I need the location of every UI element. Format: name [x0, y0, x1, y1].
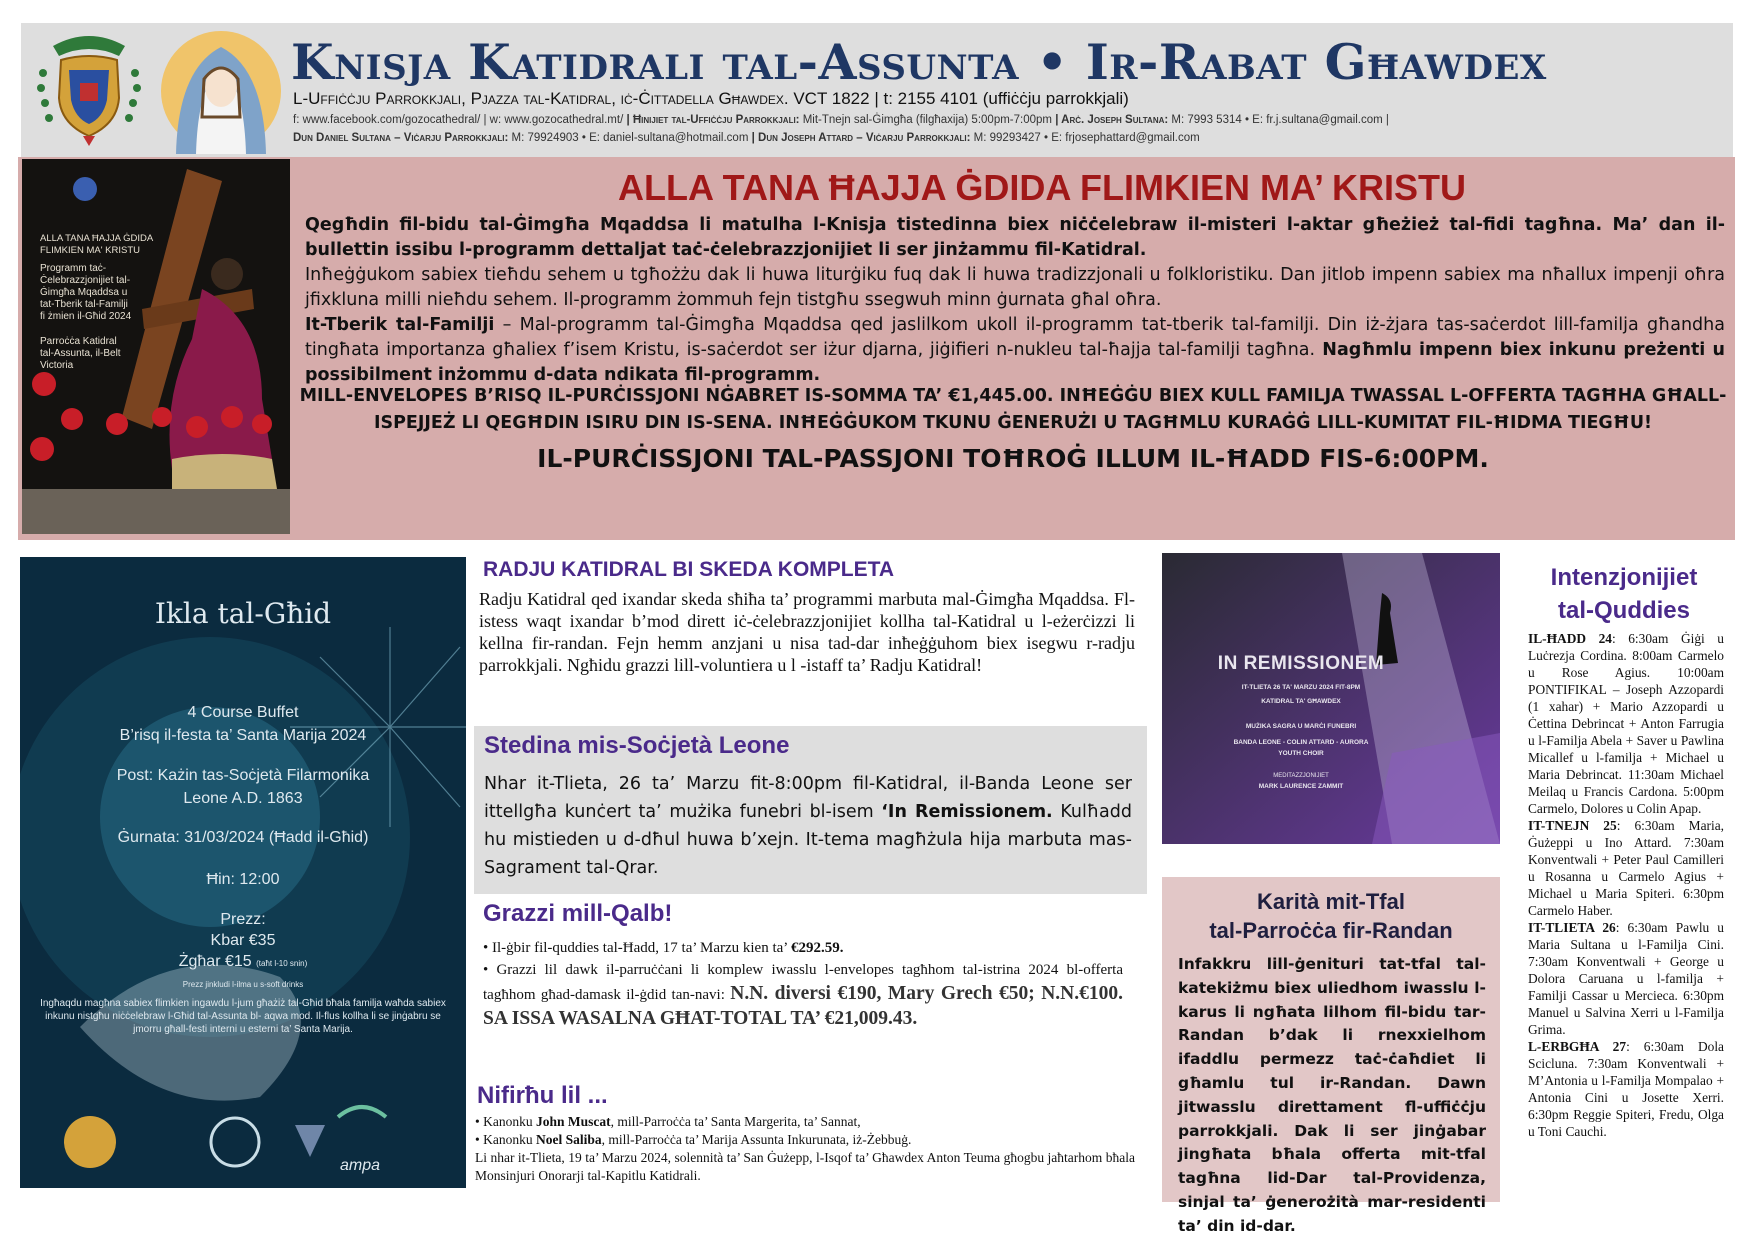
nifirhu-line-2-a: • Kanonku [475, 1132, 536, 1147]
stedina-body [484, 770, 1132, 882]
intentions-day-text: : 6:30am Maria, Ġużeppi u Ino Attard. 7:30am Konventwali + Peter Paul Camilleri u Rosanna u Carmelo Agius + Michael u Maria Spiteri. 6:30pm Carmelo Haber. [1528, 818, 1724, 918]
radju-body: Radju Katidral qed ixandar skeda sħiħa ta’ programmi marbuta mal-Ġimgħa Mqaddsa. Fl-istess waqt ixandar b’mod dirett iċ-ċelebrazzjonijiet kollha tal-Katidral u l-eżerċizzi li kellna fir-randan. Fejn hemm anzjani u nisa tad-dar inħeġġuhom biex isegwu r-radju parrokkjali. Ngħidu grazzi lill-voluntiera u l -istaff ta’ Radju Katidral! [479, 589, 1135, 675]
grazzi-title: Grazzi mill-Qalb! [483, 900, 673, 927]
poster-subtitle: Programm taċ-Ċelebrazzjonijiet tal-Ġimgħa Mqaddsa u tat-Tberik tal-Familji fi żmien il-Għid 2024 [40, 263, 132, 322]
parish-title: Knisja Katidrali tal-Assunta • Ir-Rabat Għawdex [291, 33, 1547, 91]
grazzi-item-1 [483, 937, 1123, 959]
intentions-title [1514, 561, 1734, 627]
contact-line-2 [293, 132, 1200, 144]
karita-title-line-2: tal-Parroċċa fir-Randan [1209, 918, 1453, 943]
parish-address-line [293, 89, 1129, 109]
poster-price-child-note: (taħt l-10 snin) [256, 959, 308, 968]
banner-title: ALLA TANA ĦAJJA ĠDIDA FLIMKIEN MA’ KRISTU [618, 167, 1466, 208]
office-hours: Mit-Tnejn sal-Ġimgħa (filgħaxija) 5:00pm-7:00pm [802, 114, 1052, 126]
vicar-joseph-label: | Dun Joseph Attard – Viċarju Parrokkjali: [751, 132, 971, 144]
poster-footer: Ingħaqdu magħna sabiex flimkien ingawdu l-jum għażiż tal-Għid bħala familja waħda sabiex inkunu nistgħu niċċelebraw l-Għid tal-Assunta bl- aqwa mod. Il-flus kollha li se jinġabru se jmorru għall-festi interni u esterni ta’ Santa Marija. [40, 998, 446, 1035]
poster-title: ALLA TANA ĦAJJA ĠDIDA FLIMKIEN MA' KRISTU [40, 233, 153, 256]
intentions-day-label: IT-TLIETA 26 [1528, 920, 1616, 935]
nifirhu-line-1-c: , mill-Parroċċa ta’ Santa Margerita, ta’ Sannat, [610, 1114, 861, 1129]
nifirhu-line-1-a: • Kanonku [475, 1114, 536, 1129]
vicar-daniel-label: Dun Daniel Sultana – Viċarju Parrokkjali: [293, 132, 509, 144]
karita-section [1162, 877, 1500, 1235]
poster-parish: Parroċċa Katidral tal-Assunta, il-Belt Victoria [40, 336, 121, 371]
family-blessing-body: – Mal-programm tal-Ġimgħa Mqaddsa qed jaslilkom ukoll il-programm tat-tberik tal-familji. Din iż-żjara tas-saċerdot lill-familja għandha tingħata importanza għaliex f’isem Kristu, is-saċerdot ser iżur djarna, jiġifieri n-nukleu tal-ħajja tal-familji tagħna. [305, 315, 1725, 360]
intentions-day-label: IL-ĦADD 24 [1528, 631, 1612, 646]
banner-intro-text: Qegħdin fil-bidu tal-Ġimgħa Mqaddsa li matulha l-Knisja tistedinna biex niċċelebraw il-misteri l-aktar għeżież tal-fidi tagħna. Ma’ dan il-bullettin issibu l-programm dettaljat taċ-ċelebrazzjonijiet li ser jinżammu fil-Katidral. [305, 215, 1725, 260]
intentions-day-label: IT-TNEJN 25 [1528, 818, 1617, 833]
grazzi-item-1-text: • Il-ġbir fil-quddies tal-Ħadd, 17 ta’ Marzu kien ta’ [483, 940, 791, 956]
contact-line-1 [293, 114, 1389, 126]
easter-lunch-poster [20, 557, 466, 1188]
poster-ikla-title: Ikla tal-Għid [154, 597, 332, 630]
banner-intro [305, 213, 1725, 263]
parish-address: L-Uffiċċju Parrokkjali, Pjazza tal-Katidral, iċ-Ċittadella Għawdex. VCT 1822 [293, 89, 870, 108]
grazzi-item-2 [483, 958, 1123, 1032]
rem-title: IN REMISSIONEM [1217, 653, 1385, 674]
rem-choir: YOUTH CHOIR [1278, 750, 1324, 757]
poster-includes: Prezz jinkludi l-ilma u s-soft drinks [182, 980, 304, 989]
in-remissionem-poster [1162, 553, 1500, 844]
intentions-day-text: : 6:30am Ġiġi u Luċrezja Cordina. 8:00am Carmelo u Rose Agius. 10:00am PONTIFIKAL – Joseph Azzopardi (1 xahar) + Mario Azzopardi u Ċettina Debrincat + Anton Farrugia u l-Familja Abela + Saver u Pawlina Micallef u l-familja + Michael u Maria Debrincat. 11:30am Michael Meilaq u Francis Cardona. 5:00pm Carmelo, Dolores u Colin Apap. [1528, 631, 1724, 816]
rem-music: MUŻIKA SAGRA U MARĊI FUNEBRI [1245, 723, 1357, 730]
poster-price-adult: Kbar €35 [210, 932, 276, 949]
poster-risq: B’risq il-festa ta’ Santa Marija 2024 [119, 727, 367, 744]
nifirhu-line-2-c: , mill-Parroċċa ta’ Marija Assunta Inkurunata, iż-Żebbuġ. [601, 1132, 912, 1147]
poster-post-name: Leone A.D. 1863 [183, 790, 303, 807]
intentions-day-label: L-ERBGĦA 27 [1528, 1039, 1627, 1054]
intentions-day-text: : 6:30am Pawlu u Maria Sultana u l-Familja Cini. 7:30am Konventwali + George u Dolora Caruana u l-familja + Familji Cassar u Mercieca. 6:30pm Manuel u Salvina Xerri u l-Familja Grima. [1528, 920, 1724, 1037]
rem-place: KATIDRAL TA' GĦAWDEX [1261, 698, 1341, 705]
radju-title: RADJU KATIDRAL BI SKEDA KOMPLETA [483, 558, 895, 581]
header [21, 23, 1733, 157]
parish-phone: | t: 2155 4101 (uffiċċju parrokkjali) [874, 89, 1129, 108]
office-hours-label: | Ħinijiet tal-Uffiċċju Parrokkjali: [626, 114, 800, 126]
poster-price-label: Prezz: [220, 911, 266, 928]
archpriest-label: | Arċ. Joseph Sultana: [1055, 114, 1169, 126]
rem-date: IT-TLIETA 26 TA' MARZU 2024 FIT-8PM [1241, 684, 1361, 691]
grazzi-item-2-text: • Grazzi lil dawk il-parruċċani li komplew iwasslu l-envelopes tagħhom tal-istrina 2024 bl-offerta tagħhom għad-damask il-ġdid tan-navi: [483, 962, 1123, 1003]
vicar-daniel-contact: M: 79924903 • E: daniel-sultana@hotmail.com [511, 132, 749, 144]
intentions-day [1528, 1038, 1724, 1140]
ampa-logo: ampa [340, 1157, 381, 1174]
stedina-concert-name: ‘In Remissionem. [881, 802, 1053, 822]
grazzi-item-2-totals: N.N. diversi €190, Mary Grech €50; N.N.€100. SA ISSA WASALNA GĦAT-TOTAL TA’ €21,009.43. [483, 983, 1123, 1029]
archpriest-contact: M: 7993 5314 • E: fr.j.sultana@gmail.com | [1171, 114, 1389, 126]
nifirhu-line-1 [475, 1113, 1135, 1131]
intentions-list [1528, 630, 1724, 1140]
poster-price-child-line [20, 953, 466, 971]
rem-performers: BANDA LEONE - COLIN ATTARD - AURORA [1233, 739, 1369, 746]
grazzi-item-1-amount: €292.59. [790, 940, 844, 956]
karita-title-line-1: Karità mit-Tfal [1257, 889, 1405, 914]
nifirhu-name-2: Noel Saliba [535, 1132, 602, 1147]
nifirhu-title: Nifirħu lil ... [477, 1082, 608, 1109]
envelopes-notice: MILL-ENVELOPES B’RISQ IL-PURĊISSJONI NĠABRET IS-SOMMA TA’ €1,445.00. INĦEĠĠU BIEX KULL FAMILJA TWASSAL L-OFFERTA TAGĦHA GĦALL-ISPEJJEŻ LI QEGĦDIN ISIRU DIN IS-SENA. INĦEĠĠUKOM TKUNU ĠENERUŻI U TAGĦMLU KURAĠĠ LILL-KUMITAT FIL-ĦIDMA TIEGĦU! [299, 386, 1727, 433]
intentions-day [1528, 817, 1724, 919]
rem-med-label: MEDITAZZJONIJIET [1273, 773, 1329, 779]
intentions-day [1528, 630, 1724, 817]
poster-time: Ħin: 12:00 [206, 871, 280, 888]
nifirhu-name-1: John Muscat [535, 1114, 611, 1129]
procession-notice: IL-PURĊISSJONI TAL-PASSJONI TOĦROĠ ILLUM IL-ĦADD FIS-6:00PM. [537, 444, 1489, 473]
family-blessing-lead: It-Tberik tal-Familji [305, 315, 495, 335]
madonna-image [156, 29, 286, 154]
facebook-link[interactable]: f: www.facebook.com/gozocathedral/ [293, 114, 481, 126]
family-blessing-tail: Nagħmlu impenn biex inkunu preżenti u possibilment inżommu d-data ndikata fil-programm. [305, 340, 1725, 385]
poster-buffet: 4 Course Buffet [187, 704, 299, 721]
nifirhu-line-3: Li nhar it-Tlieta, 19 ta’ Marzu 2024, solennità ta’ San Ġużepp, l-Isqof ta’ Għawdex Anton Teuma għogbu jaħtarhom bħala Monsinjuri Onorarji tal-Kapitlu Katidrali. [475, 1150, 1135, 1183]
banner-family-blessing [305, 313, 1725, 388]
holy-week-poster [22, 159, 290, 534]
karita-body: Infakkru lill-ġenituri tat-tfal tal-katekiżmu biex uliedhom iwasslu l-karus li ngħata lilhom fil-bidu tar-Randan b’dak li rnexxielhom ifaddlu permezz taċ-ċaħdiet li għamlu tul ir-Randan. Dawn jitwasslu direttament fl-uffiċċju parrokkjali. Dak li ser jinġabar jingħata bħala offerta mit-tfal tagħna lid-Dar tal-Providenza, sinjal ta’ ġenerożità mar-residenti ta’ din id-dar. [1178, 955, 1486, 1235]
holy-week-banner [18, 157, 1735, 540]
poster-date: Ġurnata: 31/03/2024 (Ħadd il-Għid) [117, 829, 369, 846]
intentions-title-line-2: tal-Quddies [1557, 597, 1690, 624]
intentions-title-line-1: Intenzjonijiet [1550, 564, 1698, 591]
coat-of-arms-icon [33, 28, 145, 148]
vicar-joseph-contact: M: 99293427 • E: frjosephattard@gmail.com [973, 132, 1200, 144]
poster-post-label: Post: Każin tas-Soċjetà Filarmonika [116, 767, 370, 784]
intentions-day [1528, 919, 1724, 1038]
stedina-body-a: Nhar it-Tlieta, 26 ta’ Marzu fit-8:00pm fil-Katidral, il-Banda Leone ser ittellgħa kunċert ta’ mużika funebri bl-isem [484, 774, 1132, 822]
stedina-body-c: Kulħadd hu mistieden u d-dħul huwa b’xejn. It-tema magħżula hija marbuta mas-Sagrament tal-Qrar. [484, 802, 1132, 878]
banner-participation: Inħeġġukom sabiex tieħdu sehem u tgħożżu dak li huwa liturġiku fuq dak li huwa tradizzjonali u folkloristiku. Dan jitlob impenn sabiex ma nħallux impenji oħra jfixkluna milli nieħdu sehem. Il-programm żommuh fejn tistgħu ssegwuh minn ġurnata għal oħra. [305, 265, 1725, 310]
rem-med-name: MARK LAURENCE ZAMMIT [1258, 783, 1344, 790]
karita-title [1162, 887, 1500, 945]
intentions-day-text: : 6:30am Dola Scicluna. 7:30am Konventwali + M’Antonia u l-Familja Mompalao + Antonia Cini u Josette Xerri. 6:30pm Reggie Spiteri, Fredu, Olga u Toni Cauchi. [1528, 1039, 1724, 1139]
stedina-title: Stedina mis-Soċjetà Leone [484, 732, 790, 759]
poster-price-child: Żgħar €15 [178, 953, 252, 970]
nifirhu-line-2 [475, 1131, 1135, 1149]
website-link[interactable]: | w: www.gozocathedral.mt/ [483, 114, 624, 126]
